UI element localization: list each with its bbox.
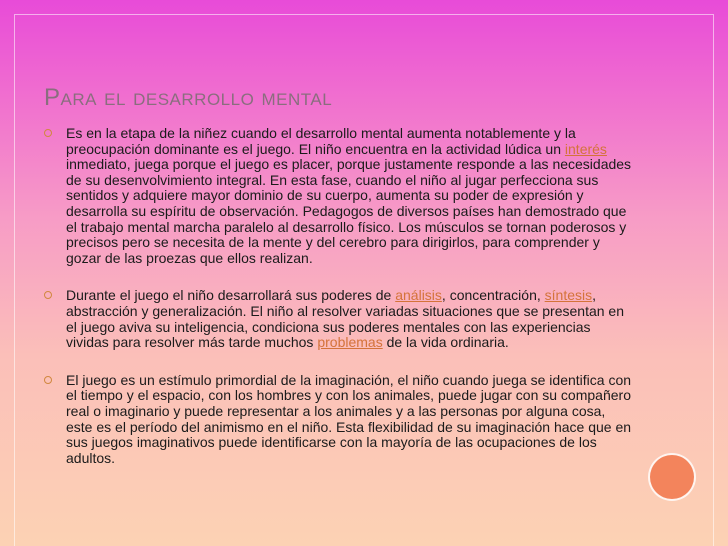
text-span: de la vida ordinaria. (382, 334, 509, 351)
bullet-circle-icon (44, 129, 52, 137)
bullet-text (66, 125, 631, 266)
text-link[interactable]: problemas (317, 334, 383, 351)
text-span: Es en la etapa de la niñez cuando el desarrollo mental aumenta notablemente y la preocupación dominante es el juego. El niño encuentra en la actividad lúdica un (66, 125, 576, 157)
bullet-circle-icon (44, 291, 52, 299)
bullet-item (44, 373, 634, 467)
bullet-circle-icon (44, 376, 52, 384)
text-span: inmediato, juega porque el juego es placer, porque justamente responde a las necesidades de su desenvolvimiento integral. En esta fase, cuando el niño al jugar perfecciona sus sentidos y adquiere mayor dominio de su cuerpo, aumenta su poder de expresión y desarrolla su espíritu de observación. Pedagogos de diversos países han demostrado que el trabajo mental marcha paralelo al desarrollo físico. Los músculos se tornan poderosos y precisos pero se necesita de la mente y del cerebro para dirigirlos, para comprender y gozar de las proezas que ellos realizan. (66, 156, 632, 266)
slide-content (44, 126, 634, 488)
decorative-circle (650, 455, 694, 499)
text-link[interactable]: interés (564, 140, 607, 157)
text-span: , abstracción y generalización. El niño al resolver variadas situaciones que se presentan en el juego aviva su inteligencia, condiciona sus poderes mentales con las experiencias vividas para resolver más tarde muchos (66, 287, 624, 351)
text-span: Durante el juego el niño desarrollará sus poderes de (66, 287, 396, 304)
bullet-item (44, 288, 634, 350)
text-link[interactable]: síntesis (544, 287, 593, 304)
text-span: El juego es un estímulo primordial de la imaginación, el niño cuando juega se identifica con el tiempo y el espacio, con los hombres y con los animales, puede jugar con su compañero real o imaginario y puede representar a los animales y a las personas por alguna cosa, este es el período del animismo en el niño. Esta flexibilidad de su imaginación hace que en sus juegos imaginativos puede identificarse con la mayoría de las ocupaciones de los adultos. (66, 371, 632, 466)
bullet-item (44, 126, 634, 266)
text-link[interactable]: análisis (395, 287, 442, 304)
text-span: , concentración, (441, 287, 545, 304)
bullet-text (66, 372, 631, 466)
slide-title: Para el desarrollo mental (44, 84, 333, 111)
bullet-text (66, 287, 624, 350)
